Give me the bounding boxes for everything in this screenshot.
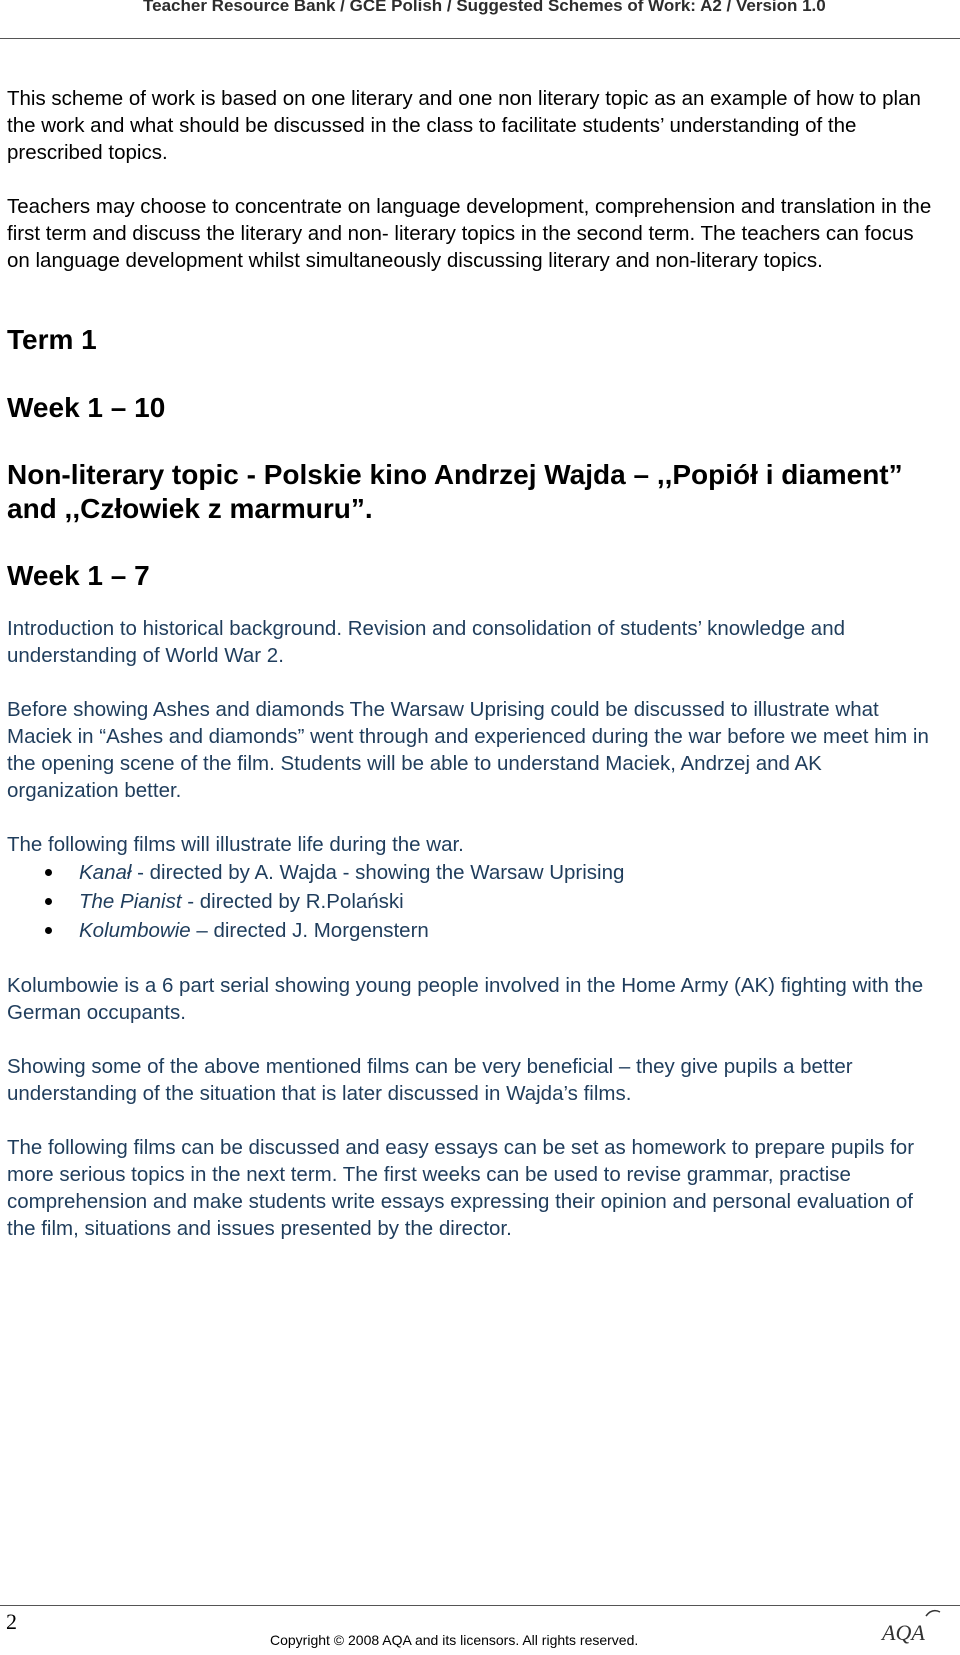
film-details: - directed by A. Wajda - showing the Warsaw Uprising	[131, 861, 625, 884]
film-list	[7, 858, 937, 945]
paragraph-films-intro: The following films will illustrate life during the war.	[7, 833, 464, 856]
paragraph-teachers: Teachers may choose to concentrate on language development, comprehension and translation in the first term and discuss the literary and non- literary topics in the second term. The teachers can focus on language development whilst simultaneously discussing literary and non-literary topics.	[7, 195, 932, 272]
film-title: The Pianist	[79, 890, 182, 913]
aqa-logo-text: AQA	[882, 1620, 925, 1645]
film-list-item	[7, 916, 937, 945]
document-body	[7, 85, 937, 1242]
paragraph-showing-films: Showing some of the above mentioned films can be very beneficial – they give pupils a better understanding of the situation that is later discussed in Wajda’s films.	[7, 1055, 853, 1105]
film-title: Kolumbowie	[79, 919, 191, 942]
film-details: – directed J. Morgenstern	[190, 919, 429, 942]
film-list-item	[7, 887, 937, 916]
header-title: Teacher Resource Bank / GCE Polish / Suggested Schemes of Work: A2 / Version 1.0	[143, 0, 826, 15]
intro-part2: Revision and consolidation of students’ knowledge and understanding of World War 2.	[7, 617, 845, 667]
page-header	[0, 0, 960, 40]
paragraph-introduction	[7, 615, 937, 669]
heading-week-range: Week 1 – 10	[7, 392, 166, 423]
paragraph-following-films: The following films can be discussed and easy essays can be set as homework to prepare pupils for more serious topics in the next term. The first weeks can be used to revise grammar, practise comprehension and make students write essays expressing their opinion and personal evaluation of the film, situations and issues presented by the director.	[7, 1136, 915, 1240]
copyright-notice: Copyright © 2008 AQA and its licensors. All rights reserved.	[270, 1632, 639, 1648]
intro-part1: Introduction to historical background.	[7, 617, 348, 640]
paragraph-before-showing: Before showing Ashes and diamonds The Warsaw Uprising could be discussed to illustrate what Maciek in “Ashes and diamonds” went through and experienced during the war before we meet him in the opening scene of the film. Students will be able to understand Maciek, Andrzej and AK organization better.	[7, 698, 929, 802]
bullet-icon	[45, 927, 52, 934]
bullet-icon	[45, 869, 52, 876]
header-divider	[0, 38, 960, 39]
footer-divider	[0, 1605, 960, 1606]
paragraph-scheme-intro: This scheme of work is based on one literary and one non literary topic as an example of how to plan the work and what should be discussed in the class to facilitate students’ understanding of the prescribed topics.	[7, 87, 921, 164]
aqa-logo	[880, 1606, 946, 1650]
page-number: 2	[6, 1609, 17, 1634]
film-list-item	[7, 858, 937, 887]
film-details: - directed by R.Polański	[181, 890, 404, 913]
heading-term: Term 1	[7, 324, 97, 355]
heading-week-sub: Week 1 – 7	[7, 560, 150, 591]
bullet-icon	[45, 898, 52, 905]
film-title: Kanał	[79, 861, 132, 884]
heading-topic: Non-literary topic - Polskie kino Andrzej Wajda – ,,Popiół i diament” and ,,Człowiek z marmuru”.	[7, 459, 903, 524]
paragraph-kolumbowie: Kolumbowie is a 6 part serial showing young people involved in the Home Army (AK) fighting with the German occupants.	[7, 974, 924, 1024]
